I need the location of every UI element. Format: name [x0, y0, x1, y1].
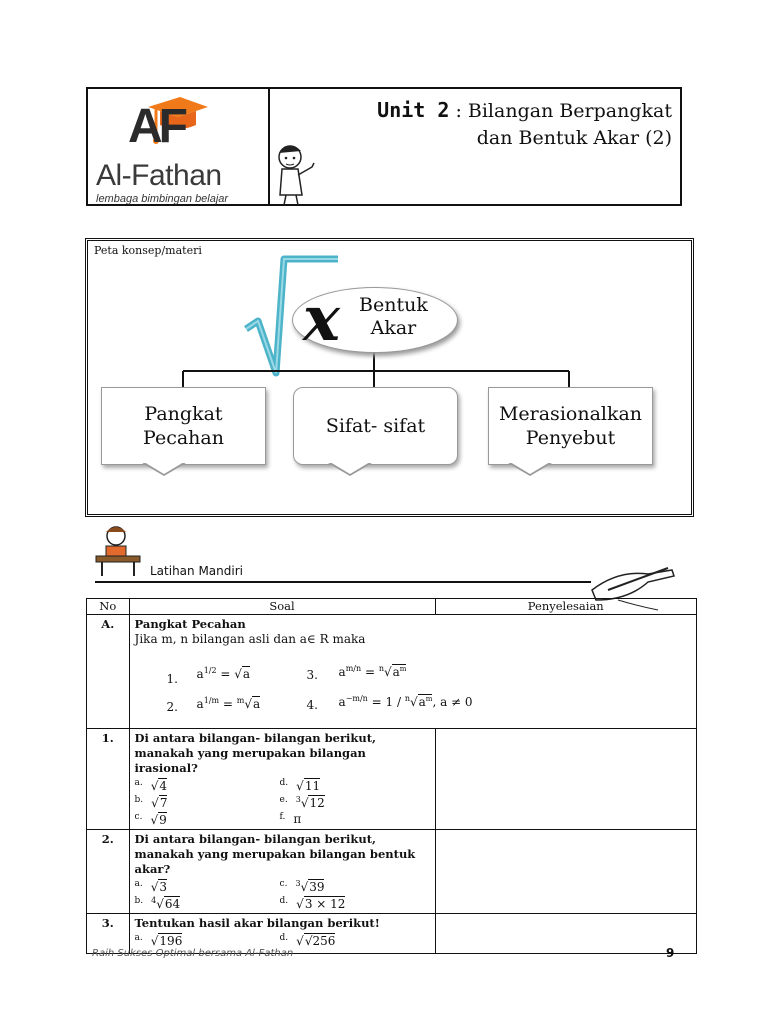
question-cell	[129, 729, 435, 830]
table-row	[87, 830, 697, 914]
unit-header	[86, 87, 682, 206]
header-soal: Soal	[129, 599, 435, 615]
exercise-table	[86, 598, 697, 954]
concept-map	[85, 238, 694, 517]
formula-cell	[129, 615, 696, 729]
option-a: $^{a.}$ √3	[134, 879, 168, 894]
node-label-line1: Sifat- sifat	[325, 415, 426, 437]
option-list	[135, 778, 430, 827]
option-list	[135, 879, 430, 911]
table-row	[87, 729, 697, 830]
page-number: 9	[666, 946, 675, 960]
formula-condition: , a ≠ 0	[432, 695, 473, 709]
concept-node-pangkat-pecahan	[101, 387, 266, 465]
question-text: Di antara bilangan- bilangan berikut, manakah yang merupakan bilangan irasional?	[134, 731, 377, 775]
node-label-line1: Merasionalkan	[498, 403, 643, 425]
formula-number: 4.	[306, 698, 318, 712]
logo-letters: AF	[128, 100, 184, 153]
formula-title: Pangkat Pecahan	[134, 617, 246, 631]
option-c: $^{c.}$ $^3$√39	[279, 879, 325, 894]
logo-tagline: lembaga bimbingan belajar	[96, 193, 229, 205]
option-a: $^{a.}$ √196	[134, 933, 183, 948]
formula-number: 1.	[166, 672, 178, 686]
footer-text: Raih Sukses Optimal bersama Al-Fathan	[92, 948, 294, 959]
option-list	[135, 933, 430, 948]
concept-node-merasionalkan-penyebut	[488, 387, 653, 465]
answer-cell[interactable]	[435, 914, 696, 954]
formula-number: 3.	[306, 668, 318, 682]
section-underline	[95, 581, 591, 583]
row-number: 1.	[87, 729, 130, 830]
unit-title	[377, 97, 672, 152]
row-number: 3.	[87, 914, 130, 954]
node-label-line2: Pecahan	[143, 427, 224, 449]
table-header-row	[87, 599, 697, 615]
root-label-line1: Bentuk	[359, 294, 428, 316]
question-cell	[129, 830, 435, 914]
answer-cell[interactable]	[435, 729, 696, 830]
studying-child-icon	[92, 522, 148, 578]
node-label-line2: Penyebut	[525, 427, 616, 449]
table-row	[87, 615, 697, 729]
option-b: $^{b.}$ √7	[134, 795, 168, 810]
option-d: $^{d.}$ √11	[279, 778, 321, 793]
row-number: A.	[87, 615, 130, 729]
concept-root-bentuk-akar	[292, 282, 458, 355]
formula-intro: Jika m, n bilangan asli dan a∈ R maka	[134, 632, 366, 646]
formula-number: 2.	[166, 700, 178, 714]
node-label-line1: Pangkat	[144, 403, 223, 425]
option-d: $^{d.}$ √3 × 12	[279, 896, 346, 911]
header-penyelesaian: Penyelesaian	[435, 599, 696, 615]
concept-node-sifat-sifat	[293, 387, 458, 465]
option-e: $^{e.}$ $^3$√12	[279, 795, 325, 810]
formula-4: $a^{-m/n} = 1 / ^n√a^m$, a ≠ 0	[338, 694, 473, 709]
root-x-glyph: x	[303, 282, 340, 355]
header-no: No	[87, 599, 130, 615]
formula-list	[135, 646, 691, 726]
unit-label: Unit 2	[377, 98, 450, 122]
option-f: $^{f.}$ π	[279, 812, 302, 826]
section-title: Latihan Mandiri	[150, 564, 243, 578]
question-text: Di antara bilangan- bilangan berikut, manakah yang merupakan bilangan bentuk akar?	[134, 832, 416, 876]
unit-title-line1: : Bilangan Berpangkat	[455, 100, 672, 122]
option-b: $^{b.}$ $^4$√64	[134, 896, 181, 911]
formula-2: $a^{1/m} = ^m√a$	[196, 696, 261, 711]
option-c: $^{c.}$ √9	[134, 812, 167, 827]
row-number: 2.	[87, 830, 130, 914]
concept-map-label: Peta konsep/materi	[94, 244, 202, 257]
formula-1: $a^{1/2} = √a$	[196, 666, 251, 681]
formula-3: $a^{m/n} = ^n√a^m$	[338, 664, 407, 679]
option-a: $^{a.}$ √4	[134, 778, 168, 793]
root-label-line2: Akar	[370, 317, 417, 339]
unit-title-line2: dan Bentuk Akar (2)	[476, 127, 672, 149]
option-d: $^{d.}$ √√256	[279, 933, 336, 948]
answer-cell[interactable]	[435, 830, 696, 914]
cartoon-boy-icon	[268, 137, 318, 207]
question-text: Tentukan hasil akar bilangan berikut!	[134, 916, 380, 930]
logo-name: Al-Fathan	[96, 159, 222, 192]
root-label	[359, 294, 428, 340]
